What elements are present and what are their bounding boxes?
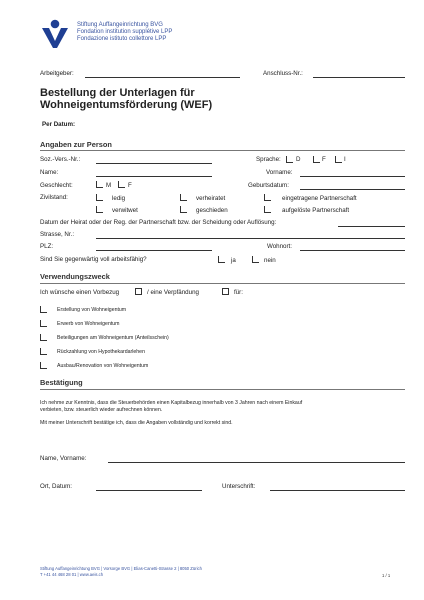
civil-widowed-checkbox[interactable] <box>96 206 103 213</box>
marriage-date-label: Datum der Heirat oder der Reg. der Partnerschaft bzw. der Scheidung oder Auflösung: <box>40 219 277 226</box>
per-date-label: Per Datum: <box>42 121 76 128</box>
lang-d-label: D <box>296 156 301 163</box>
marriage-date-field[interactable] <box>338 226 405 227</box>
purpose-mortgage-label: Rückzahlung von Hypothekardarlehen <box>57 349 145 355</box>
name-label: Name: <box>40 169 59 176</box>
employer-label: Arbeitgeber: <box>40 70 74 77</box>
footer-line-2: T +41 44 468 28 01 | www.aeis.ch <box>40 571 104 577</box>
footer-line-1: Stiftung Auffangeinrichtung BVG | Vorsorge BVG | Elias-Canetti-Strasse 2 | 8050 Zürich <box>40 566 202 571</box>
fit-no-label: nein <box>264 257 276 264</box>
zip-label: PLZ: <box>40 243 54 250</box>
gender-label: Geschlecht: <box>40 182 73 189</box>
contract-label: Anschluss-Nr.: <box>263 70 303 77</box>
gender-f-checkbox[interactable] <box>118 181 125 188</box>
wish-suffix: für: <box>234 289 243 296</box>
withdrawal-checkbox[interactable] <box>135 288 142 295</box>
org-line-3: Fondazione istituto collettore LPP <box>77 36 167 43</box>
page-number: 1 / 1 <box>382 573 391 578</box>
purpose-buy-label: Erwerb von Wohneigentum <box>57 321 120 327</box>
civil-divorced-label: geschieden <box>196 207 228 214</box>
purpose-share-checkbox[interactable] <box>40 334 47 341</box>
civil-divorced-checkbox[interactable] <box>180 206 187 213</box>
sign-name-field[interactable] <box>108 462 405 463</box>
purpose-build-label: Erstellung von Wohneigentum <box>57 307 127 313</box>
civil-single-label: ledig <box>112 195 126 202</box>
footer-address <box>40 566 202 577</box>
contract-field[interactable] <box>313 77 405 78</box>
civil-partnership-label: eingetragene Partnerschaft <box>282 195 357 202</box>
purpose-renovation-label: Ausbau/Renovation von Wohneigentum <box>57 363 149 369</box>
title-line-1: Bestellung der Unterlagen für <box>40 87 195 99</box>
org-name <box>77 22 172 44</box>
firstname-label: Vorname: <box>266 169 293 176</box>
purpose-share-label: Beteiligungen am Wohneigentum (Anteilsschein) <box>57 335 169 341</box>
signature-label: Unterschrift: <box>222 483 256 490</box>
confirm-text-1: Ich nehme zur Kenntnis, dass die Steuerbehörden einen Kapitalbezug innerhalb von 3 Jahren nach einem Einkauf <box>40 400 303 406</box>
logo-icon <box>40 19 70 49</box>
gender-m-label: M <box>106 182 112 189</box>
civil-married-checkbox[interactable] <box>180 194 187 201</box>
confirm-text-3: Mit meiner Unterschrift bestätige ich, dass die Angaben vollständig und korrekt sind. <box>40 420 233 426</box>
wish-prefix: Ich wünsche einen Vorbezug <box>40 289 120 296</box>
civil-single-checkbox[interactable] <box>96 194 103 201</box>
title-line-2: Wohneigentumsförderung (WEF) <box>40 99 213 111</box>
civil-widowed-label: verwitwet <box>112 207 138 214</box>
org-line-1: Stiftung Auffangeinrichtung BVG <box>77 22 163 28</box>
lang-f-checkbox[interactable] <box>313 156 320 163</box>
section-personal-heading: Angaben zur Person <box>40 140 112 149</box>
fit-yes-checkbox[interactable] <box>218 256 225 263</box>
section-personal-rule <box>40 150 405 151</box>
fit-no-checkbox[interactable] <box>252 256 259 263</box>
purpose-build-checkbox[interactable] <box>40 306 47 313</box>
civil-partnership-checkbox[interactable] <box>264 194 271 201</box>
lang-d-checkbox[interactable] <box>286 156 293 163</box>
civil-dissolved-checkbox[interactable] <box>264 206 271 213</box>
civil-label: Zivilstand: <box>40 194 68 201</box>
page-title <box>40 87 212 111</box>
lang-f-label: F <box>322 156 326 163</box>
language-label: Sprache: <box>256 156 281 163</box>
lang-i-label: I <box>344 156 346 163</box>
firstname-field[interactable] <box>300 176 405 177</box>
section-purpose-heading: Verwendungszweck <box>40 272 110 281</box>
ssn-label: Soz.-Vers.-Nr.: <box>40 156 81 163</box>
place-date-field[interactable] <box>96 490 202 491</box>
sign-name-label: Name, Vorname: <box>40 455 87 462</box>
birthdate-label: Geburtsdatum: <box>248 182 289 189</box>
civil-married-label: verheiratet <box>196 195 226 202</box>
birthdate-field[interactable] <box>300 189 405 190</box>
signature-field[interactable] <box>270 490 405 491</box>
confirm-text-2: verbieten, bzw. steuerlich wieder aufrechnen können. <box>40 407 163 413</box>
purpose-buy-checkbox[interactable] <box>40 320 47 327</box>
street-label: Strasse, Nr.: <box>40 231 75 238</box>
civil-dissolved-label: aufgelöste Partnerschaft <box>282 207 350 214</box>
zip-field[interactable] <box>96 250 212 251</box>
lang-i-checkbox[interactable] <box>335 156 342 163</box>
fit-label: Sind Sie gegenwärtig voll arbeitsfähig? <box>40 256 147 263</box>
purpose-renovation-checkbox[interactable] <box>40 362 47 369</box>
section-purpose-rule <box>40 283 405 284</box>
section-confirm-rule <box>40 389 405 390</box>
wish-mid: / eine Verpfändung <box>147 289 199 296</box>
name-field[interactable] <box>96 176 212 177</box>
org-line-2: Fondation institution supplétive LPP <box>77 29 173 36</box>
city-field[interactable] <box>300 250 405 251</box>
gender-f-label: F <box>128 182 132 189</box>
street-field[interactable] <box>96 238 405 239</box>
fit-yes-label: ja <box>231 257 236 264</box>
section-confirm-heading: Bestätigung <box>40 378 83 387</box>
ssn-field[interactable] <box>96 163 212 164</box>
pledge-checkbox[interactable] <box>222 288 229 295</box>
city-label: Wohnort: <box>267 243 292 250</box>
place-date-label: Ort, Datum: <box>40 483 72 490</box>
gender-m-checkbox[interactable] <box>96 181 103 188</box>
purpose-mortgage-checkbox[interactable] <box>40 348 47 355</box>
employer-field[interactable] <box>85 77 240 78</box>
logo <box>40 19 70 49</box>
